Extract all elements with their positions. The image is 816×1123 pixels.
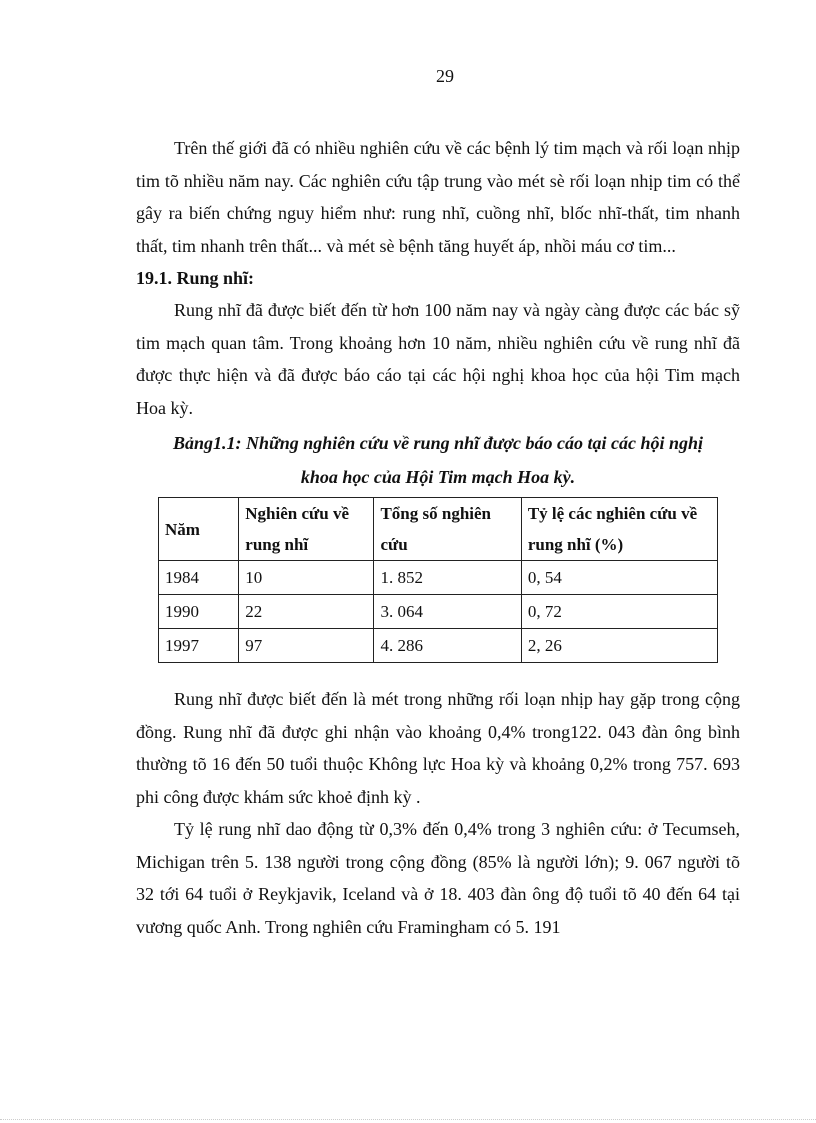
cell-total-studies: 4. 286 bbox=[374, 629, 521, 663]
table-caption bbox=[136, 426, 740, 494]
cell-af-ratio: 2, 26 bbox=[521, 629, 717, 663]
cell-af-studies: 97 bbox=[239, 629, 374, 663]
cell-year: 1990 bbox=[159, 595, 239, 629]
cell-af-studies: 10 bbox=[239, 561, 374, 595]
cell-year: 1984 bbox=[159, 561, 239, 595]
atrial-fibrillation-studies-table bbox=[158, 497, 718, 663]
cell-af-ratio: 0, 54 bbox=[521, 561, 717, 595]
table-row bbox=[159, 595, 718, 629]
study-rates-paragraph: Tỷ lệ rung nhĩ dao động từ 0,3% đến 0,4% trong 3 nghiên cứu: ở Tecumseh, Michigan trên 5. 138 người trong cộng đồng (85% là người lớn); 9. 067 người tõ 32 tới 64 tuổi ở Reykjavik, Iceland và ở 18. 403 đàn ông độ tuổi tõ 40 đến 64 tại vương quốc Anh. Trong nghiên cứu Framingham có 5. 191 bbox=[136, 819, 740, 937]
page-number: 29 bbox=[436, 66, 454, 86]
table-row bbox=[159, 629, 718, 663]
table-row bbox=[159, 561, 718, 595]
table-caption-line-1: Bảng1.1: Những nghiên cứu về rung nhĩ được báo cáo tại các hội nghị bbox=[172, 433, 704, 453]
section-heading: 19.1. Rung nhĩ: bbox=[136, 268, 255, 288]
header-total-studies: Tổng số nghiên cứu bbox=[374, 498, 521, 561]
cell-af-studies: 22 bbox=[239, 595, 374, 629]
header-af-studies: Nghiên cứu về rung nhĩ bbox=[239, 498, 374, 561]
table-header-row bbox=[159, 498, 718, 561]
page-content bbox=[136, 132, 740, 943]
table-caption-line-2: khoa học của Hội Tim mạch Hoa kỳ. bbox=[300, 467, 576, 487]
intro-paragraph: Trên thế giới đã có nhiều nghiên cứu về các bệnh lý tim mạch và rối loạn nhịp tim tõ nhiều năm nay. Các nghiên cứu tập trung vào mét sè rối loạn nhịp tim có thể gây ra biến chứng nguy hiểm như: rung nhĩ, cuồng nhĩ, blốc nhĩ-thất, tim nhanh thất, tim nhanh trên thất... và mét sè bệnh tăng huyết áp, nhồi máu cơ tim... bbox=[136, 138, 740, 256]
header-af-ratio: Tỷ lệ các nghiên cứu về rung nhĩ (%) bbox=[521, 498, 717, 561]
header-year: Năm bbox=[159, 498, 239, 561]
section-paragraph: Rung nhĩ đã được biết đến từ hơn 100 năm nay và ngày càng được các bác sỹ tim mạch quan tâm. Trong khoảng hơn 10 năm, nhiều nghiên cứu về rung nhĩ đã được thực hiện và đã được báo cáo tại các hội nghị khoa học của hội Tim mạch Hoa kỳ. bbox=[136, 300, 740, 418]
page-bottom-divider bbox=[0, 1119, 816, 1120]
table-wrapper bbox=[158, 497, 740, 663]
cell-af-ratio: 0, 72 bbox=[521, 595, 717, 629]
after-table-text bbox=[136, 683, 740, 943]
cell-total-studies: 3. 064 bbox=[374, 595, 521, 629]
cell-year: 1997 bbox=[159, 629, 239, 663]
prevalence-paragraph: Rung nhĩ được biết đến là mét trong những rối loạn nhịp hay gặp trong cộng đồng. Rung nhĩ đã được ghi nhận vào khoảng 0,4% trong122. 043 đàn ông bình thường tõ 16 đến 50 tuổi thuộc Không lực Hoa kỳ và khoảng 0,2% trong 757. 693 phi công được khám sức khoẻ định kỳ . bbox=[136, 689, 740, 807]
cell-total-studies: 1. 852 bbox=[374, 561, 521, 595]
